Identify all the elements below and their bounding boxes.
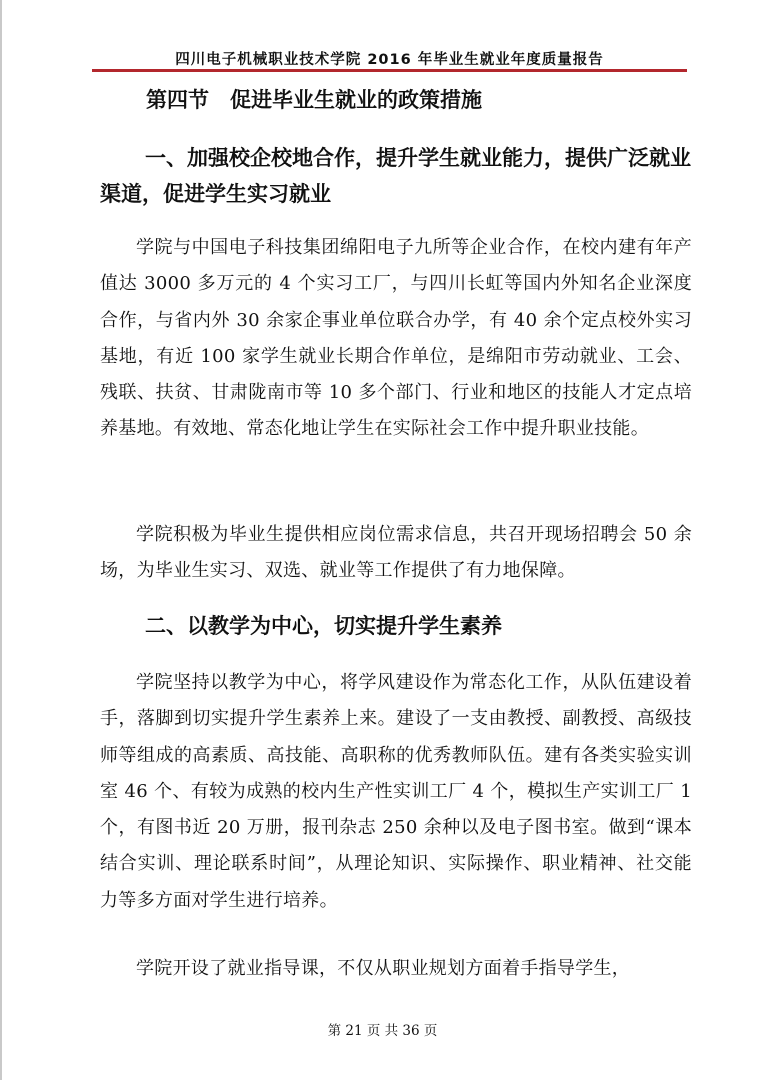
paragraph-teaching: 学院坚持以教学为中心，将学风建设作为常态化工作，从队伍建设着手，落脚到切实提升学生素养上来。建设了一支由教授、副教授、高级技师等组成的高素质、高技能、高职称的优秀教师队伍。建有各类实验实训室 46 个、有较为成熟的校内生产性实训工厂 4 个，模拟生产实训工厂 1 个，有图书近 20 万册，报刊杂志 250 余种以及电子图书室。做到“课本结合实训、理论联系时间”，从理论知识、实际操作、职业精神、社交能力等多方面对学生进行培养。: [100, 672, 692, 911]
subsection-heading-2: 二、以教学为中心，切实提升学生素养: [145, 614, 502, 638]
subsection-heading-1: 一、加强校企校地合作，提升学生就业能力，提供广泛就业渠道，促进学生实习就业: [100, 146, 691, 206]
paragraph-career-guidance: 学院开设了就业指导课，不仅从职业规划方面着手指导学生，: [136, 958, 631, 979]
header-divider: [92, 69, 687, 72]
paragraph-cooperation: 学院与中国电子科技集团绵阳电子九所等企业合作，在校内建有年产值达 3000 多万元的 4 个实习工厂，与四川长虹等国内外知名企业深度合作，与省内外 30 余家企事业单位联合办学，有 40 余个定点校外实习基地，有近 100 家学生就业长期合作单位，是绵阳市劳动就业、工会、残联、扶贫、甘肃陇南市等 10 多个部门、行业和地区的技能人才定点培养基地。有效地、常态化地让学生在实际社会工作中提升职业技能。: [100, 237, 692, 440]
page-edge-rule: [0, 0, 2, 1080]
page-number-footer: 第 21 页 共 36 页: [327, 1023, 438, 1039]
section-heading: 第四节 促进毕业生就业的政策措施: [146, 88, 482, 112]
paragraph-job-fairs: 学院积极为毕业生提供相应岗位需求信息，共召开现场招聘会 50 余场，为毕业生实习、双选、就业等工作提供了有力地保障。: [100, 524, 692, 582]
running-header-title: 四川电子机械职业技术学院 2016 年毕业生就业年度质量报告: [175, 52, 604, 68]
